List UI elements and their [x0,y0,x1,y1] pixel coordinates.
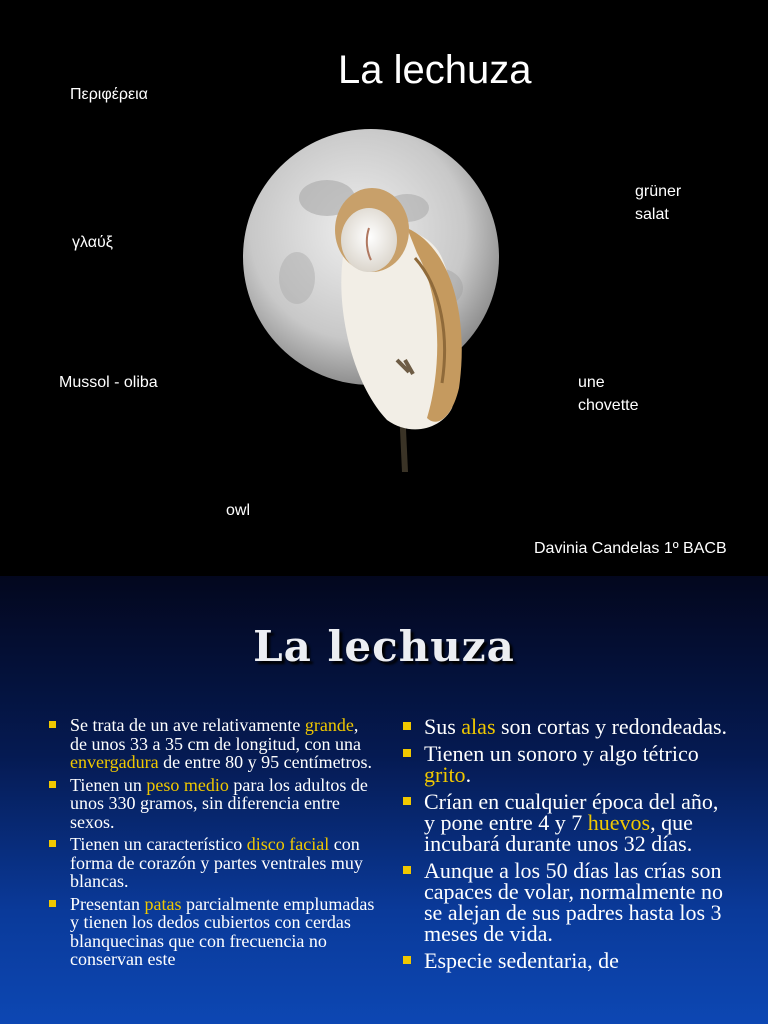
highlight-term: peso medio [146,774,229,795]
bullet-icon [49,900,56,907]
slide-title: La lechuza [338,48,532,92]
highlight-term: alas [461,714,496,739]
label-catalan: Mussol - oliba [59,374,158,391]
highlight-term: grito [424,762,466,787]
bullet-icon [403,956,411,964]
left-bullet-list [46,716,376,973]
bullet-icon [403,722,411,730]
list-item: Especie sedentaria, de [400,950,730,971]
owl-moon-illustration [237,128,503,472]
bullet-icon [49,781,56,788]
slide-title: La lechuza [253,622,515,671]
list-item: Presentan patas parcialmente emplumadas y tienen los dedos cubiertos con cerdas blanquecinas que con frecuencia no conservan este [46,895,376,969]
highlight-term: disco facial [246,834,330,854]
highlight-term: grande [304,715,354,735]
content-slide [0,576,768,1024]
bullet-icon [403,749,411,757]
label-german-line2: salat [635,206,669,223]
highlight-term: envergadura [70,752,159,772]
list-item: Se trata de un ave relativamente grande, de unos 33 a 35 cm de longitud, con una envergadura de entre 80 y 95 centímetros. [46,716,376,772]
list-item: Tienen un característico disco facial con forma de corazón y partes ventrales muy blancas. [46,835,376,891]
label-french-line2: chovette [578,397,639,414]
label-french-line1: une [578,374,605,391]
label-english: owl [226,502,251,519]
label-greek-region: Περιφέρεια [70,86,148,103]
list-item: Crían en cualquier época del año, y pone entre 4 y 7 huevos, que incubará durante unos 32 días. [400,791,730,854]
label-french [578,371,638,417]
label-german-line1: grüner [635,183,682,200]
owl-moon-photo [237,128,503,472]
label-greek-owl: γλαύξ [72,234,113,251]
bullet-icon [49,840,56,847]
list-item: Tienen un sonoro y algo tétrico grito. [400,743,730,785]
bullet-icon [403,866,411,874]
right-bullet-list [400,716,730,977]
list-item: Aunque a los 50 días las crías son capaces de volar, normalmente no se alejan de sus padres hasta los 3 meses de vida. [400,860,730,944]
label-german [635,180,681,226]
bullet-icon [49,721,56,728]
list-item: Tienen un peso medio para los adultos de unos 330 gramos, sin diferencia entre sexos. [46,776,376,832]
highlight-term: huevos [587,810,651,835]
bullet-icon [403,797,411,805]
list-item: Sus alas son cortas y redondeadas. [400,716,730,737]
highlight-term: patas [144,893,182,914]
author-credit: Davinia Candelas 1º BACB [534,540,727,557]
